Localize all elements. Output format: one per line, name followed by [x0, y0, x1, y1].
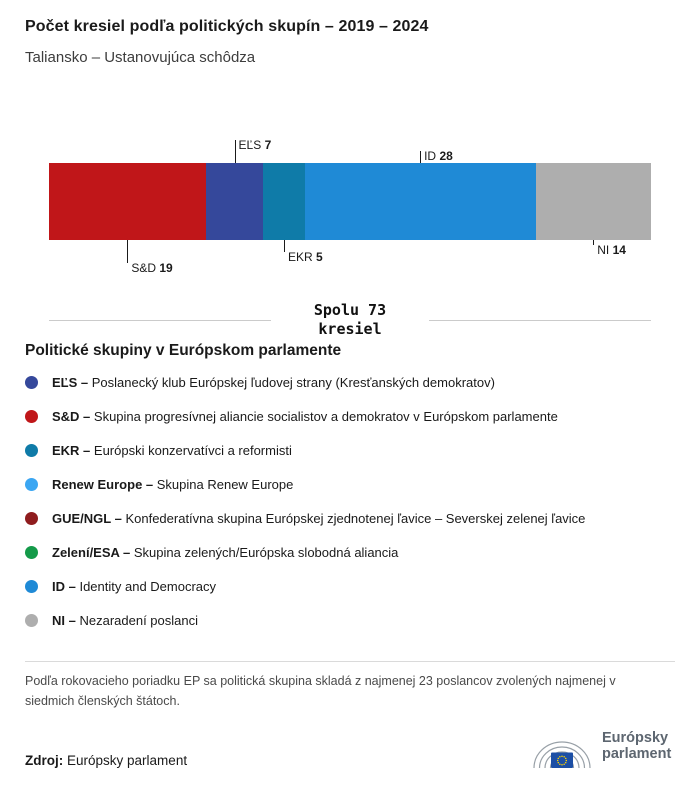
legend-color-dot [25, 478, 38, 491]
segment-label: NI 14 [597, 243, 626, 257]
legend-item [25, 399, 680, 433]
callout-line [127, 240, 128, 263]
source-line [25, 753, 187, 768]
ep-logo-line-2: parlament [602, 746, 672, 762]
callout-line [593, 240, 594, 245]
legend-color-dot [25, 614, 38, 627]
ep-hemicycle-icon [530, 722, 594, 770]
page-title: Počet kresiel podľa politických skupín – 2019 – 2024 [25, 18, 429, 35]
legend-item [25, 535, 680, 569]
total-line-1: Spolu 73 [313, 301, 387, 319]
legend-item-text: NI – Nezaradení poslanci [52, 612, 198, 628]
legend-color-dot [25, 376, 38, 389]
legend-item-text: Renew Europe – Skupina Renew Europe [52, 476, 294, 492]
bar-segment-4 [305, 163, 536, 240]
total-seats [49, 301, 651, 339]
legend-heading: Politické skupiny v Európskom parlamente [25, 342, 342, 359]
legend-item [25, 603, 680, 637]
legend [25, 365, 680, 637]
legend-item-text: ID – Identity and Democracy [52, 578, 217, 594]
segment-label: ID 28 [424, 149, 453, 163]
segment-label: EKR 5 [288, 250, 323, 264]
legend-item-text: EĽS – Poslanecký klub Európskej ľudovej strany (Kresťanských demokratov) [52, 374, 495, 390]
page-subtitle: Taliansko – Ustanovujúca schôdza [25, 49, 256, 66]
bar-segment-3 [263, 163, 304, 240]
eu-flag-icon [551, 753, 573, 769]
callout-line [235, 140, 236, 163]
legend-item-text: GUE/NGL – Konfederatívna skupina Európskej zjednotenej ľavice – Severskej zelenej ľavice [52, 510, 586, 526]
footer-divider [25, 661, 675, 662]
ep-logo-line-1: Európsky [602, 730, 669, 746]
segment-label: EĽS 7 [238, 138, 272, 152]
segment-label: S&D 19 [131, 261, 173, 275]
divider-left [49, 320, 271, 321]
legend-item [25, 467, 680, 501]
legend-item-text: EKR – Európski konzervatívci a reformisti [52, 442, 292, 458]
legend-color-dot [25, 410, 38, 423]
ep-logo-text [602, 730, 671, 762]
legend-color-dot [25, 444, 38, 457]
legend-item [25, 365, 680, 399]
divider-right [429, 320, 651, 321]
legend-item [25, 501, 680, 535]
legend-color-dot [25, 580, 38, 593]
source-label: Zdroj: [25, 753, 64, 768]
ep-logo [530, 722, 671, 770]
legend-item [25, 433, 680, 467]
seat-bar [49, 163, 651, 240]
callout-line [284, 240, 285, 252]
legend-item-text: Zelení/ESA – Skupina zelených/Európska slobodná aliancia [52, 544, 399, 560]
footnote: Podľa rokovacieho poriadku EP sa politická skupina skladá z najmenej 23 poslancov zvolených najmenej v siedmich členských štátoch. [25, 674, 616, 709]
legend-color-dot [25, 546, 38, 559]
bar-segment-2 [206, 163, 264, 240]
callout-line [420, 151, 421, 163]
bar-segment-5 [536, 163, 651, 240]
legend-color-dot [25, 512, 38, 525]
total-seats-label [271, 301, 429, 339]
bar-segment-1 [49, 163, 206, 240]
source-value: Európsky parlament [67, 753, 188, 768]
total-line-2: kresiel [318, 320, 382, 338]
legend-item-text: S&D – Skupina progresívnej aliancie socialistov a demokratov v Európskom parlamente [52, 408, 558, 424]
legend-item [25, 569, 680, 603]
